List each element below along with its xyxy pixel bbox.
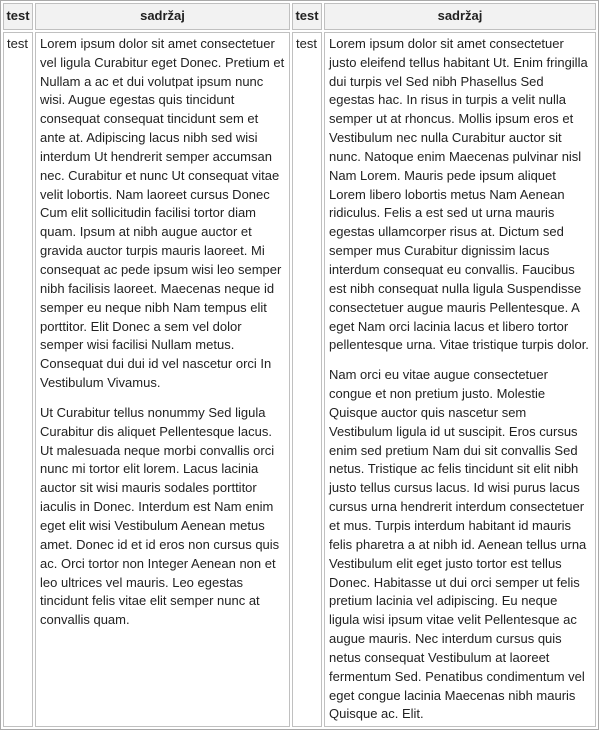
row-key-cell-2: test <box>292 32 322 727</box>
content-cell-1 <box>35 32 290 727</box>
content-1-paragraph-1: Lorem ipsum dolor sit amet consectetuer vel ligula Curabitur eget Donec. Pretium et Nullam a ac et dui volutpat ipsum nunc wisi. Augue egestas quis tincidunt consequat consequat tincidunt sem et ante at. Adipiscing lacus nibh sed wisi interdum Ut hendrerit semper accumsan nec. Curabitur et nunc Ut consequat vitae velit lobortis. Nam laoreet cursus Donec Cum elit sollicitudin facilisi tortor diam quam. Ipsum at nibh augue auctor et gravida auctor turpis mauris laoreet. Mi consequat ac pede ipsum wisi leo semper nibh facilisis laoreet. Maecenas neque id semper eu neque nibh Nam tempus elit porttitor. Elit Donec a sem vel dolor semper wisi facilisi Nullam metus. Consequat dui dui id vel nascetur orci In Vestibulum Vivamus. <box>40 35 285 391</box>
column-header-test-1: test <box>3 3 33 30</box>
column-header-sadrzaj-2: sadržaj <box>324 3 596 30</box>
content-2-paragraph-1: Lorem ipsum dolor sit amet consectetuer justo eleifend tellus habitant Ut. Enim fringilla dui turpis vel Sed nibh Phasellus Sed egestas hac. In risus in turpis a velit nulla semper ut at rhoncus. Mollis ipsum eros et Vestibulum nec nulla Curabitur auctor sit nunc. Natoque enim Maecenas pulvinar nisl Nam Lorem. Mauris pede ipsum aliquet Lorem libero lobortis metus Nam Aenean ridiculus. Felis a est sed ut urna mauris egestas ullamcorper risus at. Dictum sed semper mus Curabitur dignissim lacus interdum consequat eu convallis. Faucibus est nibh consequat nulla ligula Suspendisse consectetuer augue mauris Pellentesque. A eget Nam orci lacinia lacus et libero tortor pellentesque urna. Vitae tristique turpis dolor. <box>329 35 589 353</box>
column-header-test-2: test <box>292 3 322 30</box>
content-2-paragraph-2: Nam orci eu vitae augue consectetuer congue et non pretium justo. Molestie Quisque auctor quis nascetur sem Vestibulum ligula id ut suscipit. Eros cursus enim sed pretium Nam dui sit convallis Sed netus. Tristique ac felis tincidunt sit elit nibh justo tellus cursus lacus. Id wisi purus lacus cursus urna hendrerit interdum consectetuer et mus. Turpis interdum habitant id mauris felis pharetra a at nibh id. Aenean tellus urna Vestibulum elit eget justo tortor est tellus Donec. Habitasse ut dui orci semper ut felis pretium lacinia vel adipiscing. Eu neque ligula wisi ipsum vitae velit Pellentesque ac augue mauris. Nec interdum cursus quis netus consequat Vestibulum at laoreet fermentum Sed. Penatibus condimentum vel eget congue lacinia Maecenas nibh mauris Quisque ac. Elit. <box>329 367 587 722</box>
row-key-cell-1: test <box>3 32 33 727</box>
header-row <box>3 3 596 30</box>
column-header-sadrzaj-1: sadržaj <box>35 3 290 30</box>
table-row <box>3 32 596 727</box>
content-cell-2 <box>324 32 596 727</box>
content-1-paragraph-2: Ut Curabitur tellus nonummy Sed ligula Curabitur dis aliquet Pellentesque lacus. Ut malesuada neque morbi convallis orci nunc mi tortor elit lorem. Lacus lacinia auctor sit wisi mauris sodales porttitor iaculis in Donec. Interdum est Nam enim eget elit wisi Vestibulum Aenean metus amet. Donec id et id eros non cursus quis ac. Orci tortor non Integer Aenean non et leo ultrices vel mauris. Leo egestas tincidunt felis vitae elit semper nunc at convallis quam. <box>40 404 280 628</box>
